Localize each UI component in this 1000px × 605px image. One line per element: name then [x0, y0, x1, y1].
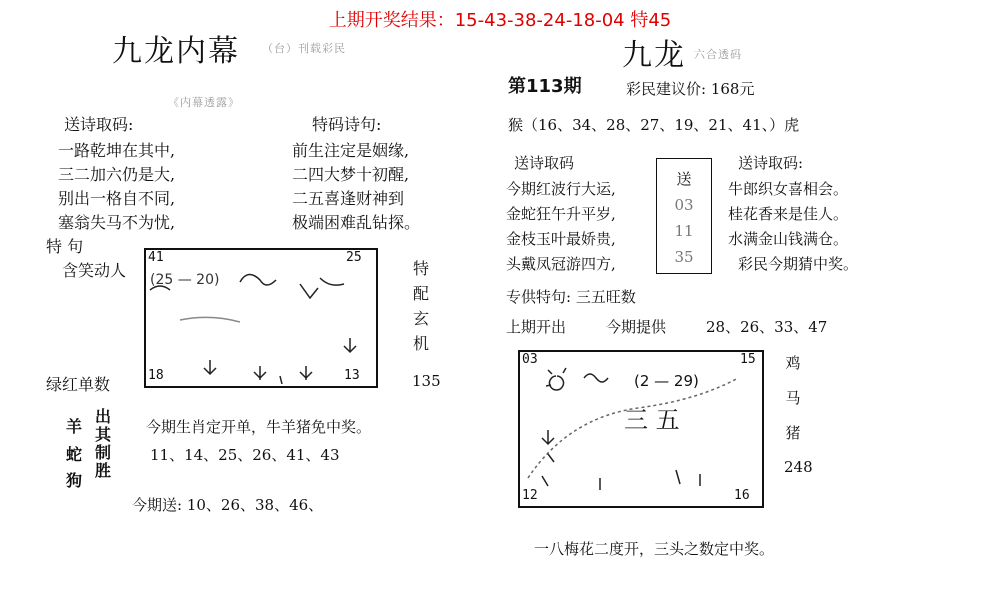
box-corner-tr: 25	[346, 250, 362, 265]
send-box-title: 送	[676, 170, 692, 188]
left-poem-3: 金枝玉叶最娇贵,	[506, 230, 616, 248]
animal-1: 羊	[66, 417, 83, 436]
poem-line-3: 别出一格自不同,	[58, 189, 176, 208]
side-animal: 猪	[785, 424, 801, 442]
zodiac-note: 今期生肖定开单，牛羊猪免中奖。	[146, 418, 372, 436]
special-phrase: 含笑动人	[62, 261, 127, 280]
left-note: 《内幕透露》	[168, 96, 240, 109]
left-title: 九龙内幕	[112, 34, 240, 69]
code-line-3: 二五喜逢财神到	[292, 189, 405, 208]
poem-header: 送诗取码:	[64, 115, 134, 134]
side-animal: 鸡	[785, 354, 801, 372]
side-char: 配	[412, 284, 429, 303]
side-char: 机	[412, 334, 429, 353]
code-line-2: 二四大梦十初醒,	[292, 165, 410, 184]
side-char: 玄	[412, 309, 429, 328]
right-poem-1: 牛郎织女喜相会。	[728, 180, 849, 198]
side-char: 特	[412, 259, 429, 278]
last-out-label: 上期开出	[506, 318, 567, 336]
poem-line-2: 三二加六仍是大,	[58, 165, 176, 184]
left-box-scribble: (25 — 20)	[150, 272, 220, 288]
right-poem-3: 水满金山钱满仓。	[728, 230, 849, 248]
left-subtitle: （台）刊载彩民	[262, 42, 346, 55]
box-corner-br: 13	[344, 368, 360, 383]
right-box-chars: 三 五	[624, 406, 680, 434]
box-corner-tl: 41	[148, 250, 164, 265]
left-sketch-marks	[150, 274, 356, 384]
chu-char: 制	[94, 443, 111, 462]
left-poem-2: 金蛇狂午升平岁,	[506, 205, 616, 223]
code-header: 特码诗句:	[312, 115, 382, 134]
box-corner-bl: 18	[148, 368, 164, 383]
right-poem-4: 彩民今期猜中奖。	[738, 255, 859, 273]
chu-char: 出	[94, 407, 111, 426]
this-offer-label: 今期提供	[606, 318, 667, 336]
right-box-scribble: (2 — 29)	[634, 372, 699, 390]
code-line-4: 极端困难乱钻探。	[292, 213, 421, 232]
send-box-num: 35	[674, 248, 694, 266]
animal-3: 狗	[66, 471, 83, 490]
green-red-value: 135	[412, 372, 441, 390]
green-red-label: 绿红单数	[46, 375, 111, 394]
result-banner: 上期开奖结果：15-43-38-24-18-04 特45	[328, 10, 672, 31]
right-poem-2: 桂花香来是佳人。	[728, 205, 849, 223]
left-poem-1: 今期红波行大运,	[506, 180, 616, 198]
box-corner-bl: 12	[522, 488, 538, 503]
chu-char: 其	[94, 425, 111, 444]
special-verse: 专供特句: 三五旺数	[506, 288, 636, 306]
side-animal: 马	[785, 389, 801, 407]
special-label: 特 句	[46, 237, 84, 256]
send-line: 今期送: 10、26、38、46、	[132, 496, 324, 514]
right-side-number: 248	[784, 458, 813, 476]
box-corner-br: 16	[734, 488, 750, 503]
offer-numbers: 28、26、33、47	[706, 318, 828, 336]
right-sketch-marks	[528, 368, 738, 490]
right-subtitle: 六合透码	[694, 48, 742, 61]
chu-char: 胜	[94, 461, 111, 480]
send-box-num: 11	[674, 222, 694, 240]
code-line-1: 前生注定是姻缘,	[292, 141, 410, 160]
box-corner-tl: 03	[522, 352, 538, 367]
poem-line-4: 塞翁失马不为忧,	[58, 213, 176, 232]
monkey-line: 猴（16、34、28、27、19、21、41、）虎	[508, 116, 800, 134]
right-poem-header-right: 送诗取码:	[738, 154, 804, 172]
poem-line-1: 一路乾坤在其中,	[58, 141, 176, 160]
price-label: 彩民建议价: 168元	[626, 80, 755, 98]
left-poem-4: 头戴凤冠游四方,	[506, 255, 616, 273]
right-footer: 一八梅花二度开，三头之数定中奖。	[534, 540, 775, 558]
number-line: 11、14、25、26、41、43	[150, 446, 340, 464]
right-poem-header-left: 送诗取码	[514, 154, 575, 172]
issue-number: 第113期	[508, 76, 582, 97]
right-title: 九龙	[622, 38, 686, 73]
animal-2: 蛇	[66, 445, 83, 464]
send-box-num: 03	[674, 196, 694, 214]
box-corner-tr: 15	[740, 352, 756, 367]
